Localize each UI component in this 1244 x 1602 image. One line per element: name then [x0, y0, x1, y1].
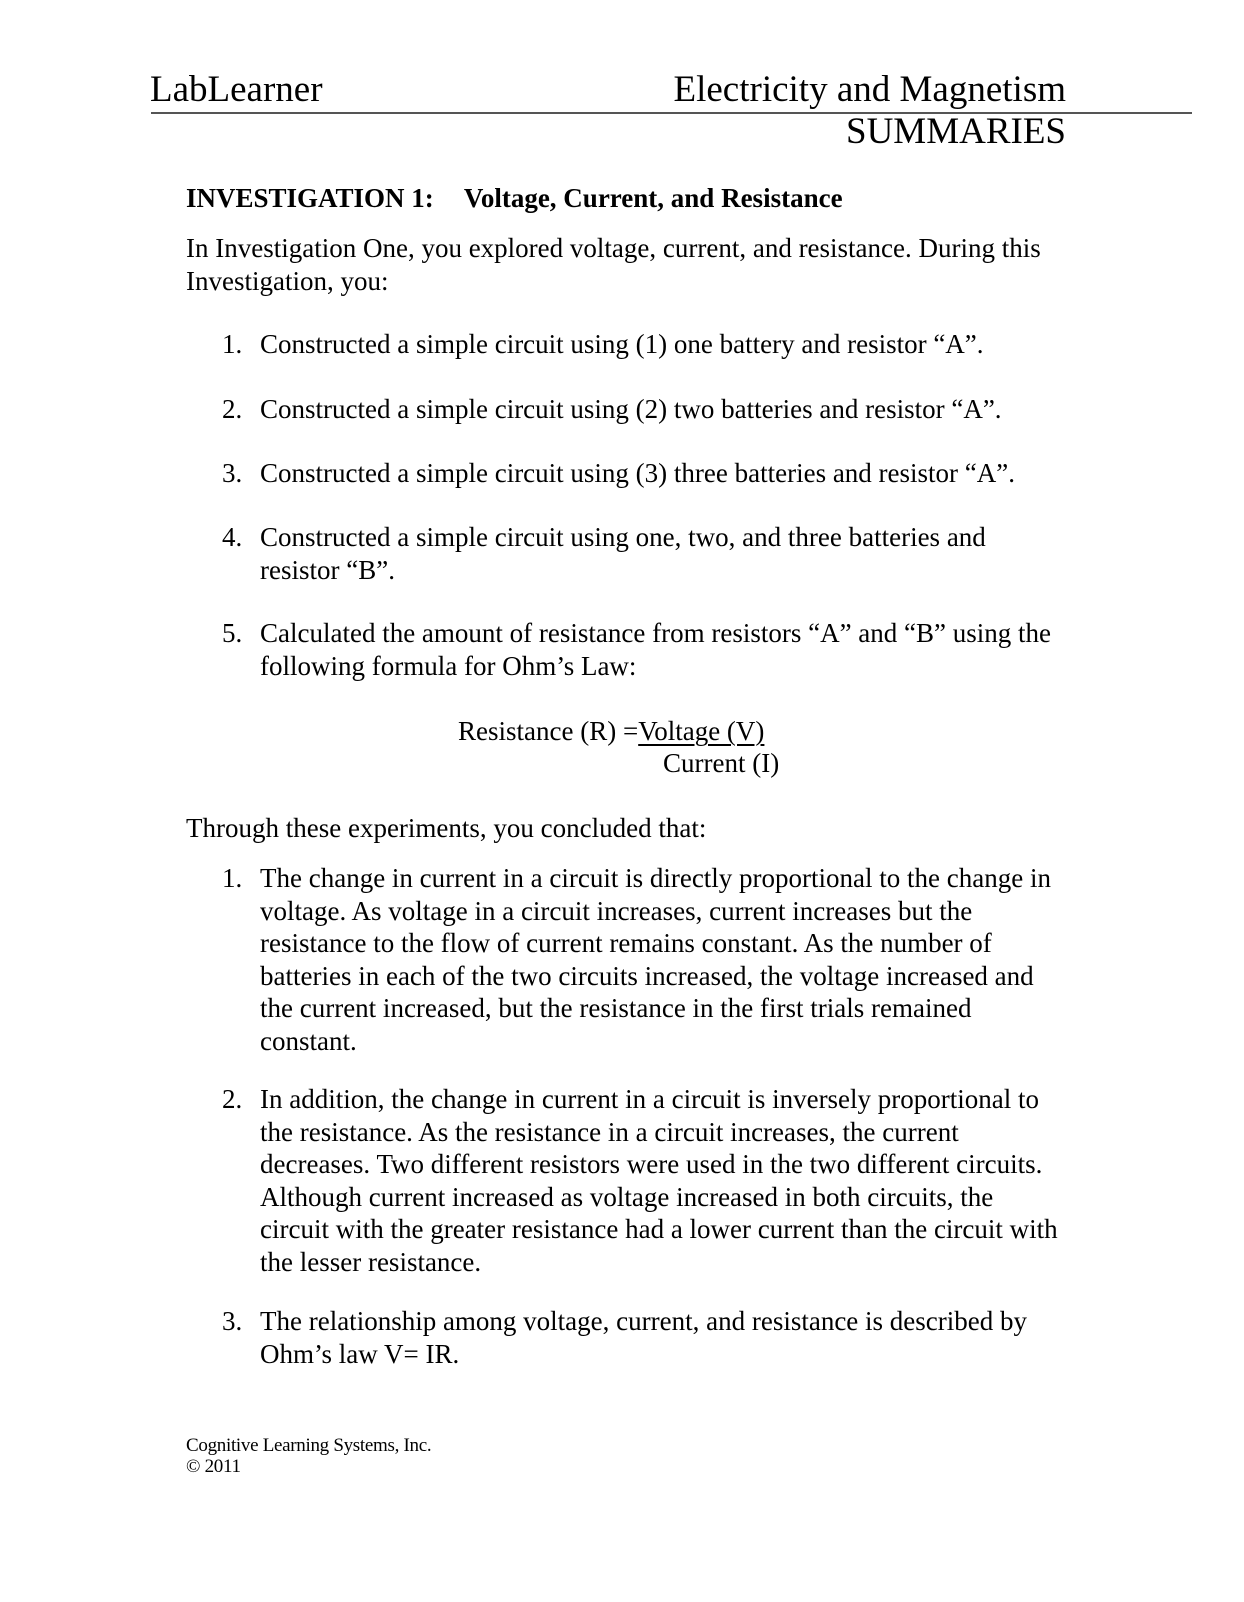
item-number: 2. [222, 1084, 243, 1114]
investigation-heading [186, 182, 843, 214]
item-text: The change in current in a circuit is directly proportional to the change in voltage. As voltage in a circuit increases, current increases but the resistance to the flow of current remains constant. As the number of batteries in each of the two circuits increased, the voltage increased and the current increased, but the resistance in the first trials remained constant. [260, 863, 1051, 1056]
activity-item [222, 457, 1072, 490]
ohms-law-formula [458, 715, 780, 778]
item-number: 1. [222, 329, 243, 359]
item-number: 4. [222, 522, 243, 552]
item-number: 3. [222, 1306, 243, 1336]
activity-item [222, 617, 1052, 682]
item-text: Constructed a simple circuit using (2) two batteries and resistor “A”. [260, 394, 1002, 424]
item-text: The relationship among voltage, current, and resistance is described by Ohm’s law V= IR. [260, 1306, 1027, 1369]
item-number: 2. [222, 394, 243, 424]
formula-numerator: Voltage (V) [638, 716, 765, 746]
conclusion-item [222, 1305, 1052, 1370]
footer-copyright: © 2011 [186, 1456, 241, 1477]
brand-title: LabLearner [150, 69, 323, 110]
formula-lhs: Resistance (R) = [458, 716, 639, 746]
investigation-label: INVESTIGATION 1: [186, 183, 434, 213]
item-number: 3. [222, 458, 243, 488]
item-text: Constructed a simple circuit using one, two, and three batteries and resistor “B”. [260, 522, 986, 585]
investigation-title: Voltage, Current, and Resistance [463, 183, 843, 213]
intro-paragraph: In Investigation One, you explored voltage, current, and resistance. During this Investigation, you: [186, 233, 1041, 296]
course-title: Electricity and Magnetism [673, 69, 1066, 110]
formula-denominator: Current (I) [663, 748, 780, 778]
item-text: Constructed a simple circuit using (1) one battery and resistor “A”. [260, 329, 984, 359]
section-subtitle: SUMMARIES [846, 111, 1066, 152]
item-number: 1. [222, 863, 243, 893]
item-text: Calculated the amount of resistance from resistors “A” and “B” using the following formula for Ohm’s Law: [260, 618, 1052, 681]
conclusion-item [222, 1083, 1062, 1278]
activity-item [222, 393, 1072, 426]
item-text: Constructed a simple circuit using (3) three batteries and resistor “A”. [260, 458, 1016, 488]
item-text: In addition, the change in current in a circuit is inversely proportional to the resistance. As the resistance in a circuit increases, the current decreases. Two different resistors were used in the two different circuits. Although current increased as voltage increased in both circuits, the circuit with the greater resistance had a lower current than the circuit with the lesser resistance. [260, 1084, 1058, 1277]
footer-company: Cognitive Learning Systems, Inc. [186, 1435, 432, 1456]
item-number: 5. [222, 618, 243, 648]
activity-item [222, 328, 1072, 361]
activity-item [222, 521, 1022, 586]
conclusion-item [222, 862, 1067, 1057]
conclusion-intro: Through these experiments, you concluded that: [186, 813, 707, 843]
